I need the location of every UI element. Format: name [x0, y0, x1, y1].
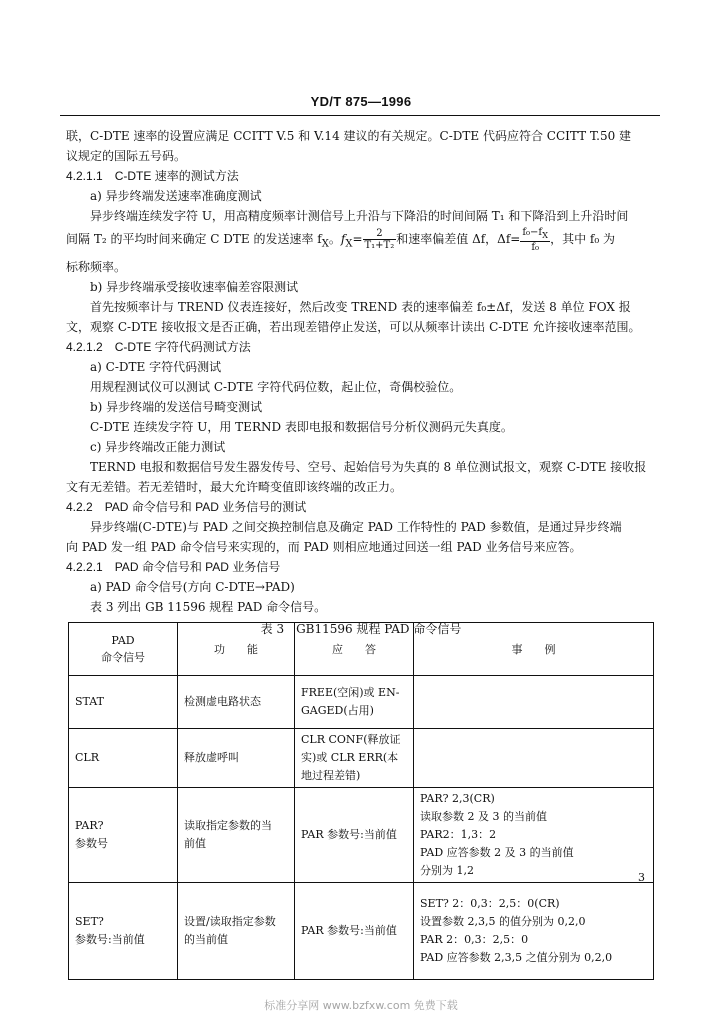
- paragraph-line: 文有无差错。若无差错时，最大允许畸变值即该终端的改正力。: [66, 480, 403, 495]
- cell-response: [295, 729, 414, 788]
- subheading-c: c) 异步终端改正能力测试: [90, 440, 226, 455]
- cell-line: 参数号:当前值: [75, 933, 145, 946]
- paragraph-line: 异步终端(C-DTE)与 PAD 之间交换控制信息及确定 PAD 工作特性的 PAD 参数值，是通过异步终端: [90, 520, 622, 535]
- paragraph-line: 议规定的国际五号码。: [66, 149, 187, 163]
- cell-example: [414, 729, 654, 788]
- cell-line: PAR?: [75, 819, 104, 832]
- table-header-row: [69, 623, 654, 676]
- cell-function: [178, 883, 295, 980]
- cell-function: [178, 788, 295, 883]
- cell-line: PAR2：1,3：2: [420, 828, 497, 841]
- section-heading-4-2-1-2: 4.2.1.2 C-DTE 字符代码测试方法: [66, 340, 251, 355]
- footer-watermark: 标准分享网 www.bzfxw.com 免费下载: [264, 999, 458, 1012]
- header-response: 应 答: [295, 623, 414, 676]
- cell-response: [295, 676, 414, 729]
- standard-code-header: YD/T 875—1996: [310, 94, 412, 109]
- cell-signal: [69, 676, 178, 729]
- cell-line: 检测虚电路状态: [184, 695, 261, 708]
- cell-line: PAR 参数号:当前值: [301, 924, 397, 937]
- paragraph-line: TERND 电报和数据信号发生器发传号、空号、起始信号为失真的 8 单位测试报文，观察 C-DTE 接收报: [90, 460, 647, 475]
- subheading-a: a) PAD 命令信号(方向 C-DTE→PAD): [90, 580, 295, 595]
- paragraph-line: C-DTE 连续发字符 U，用 TERND 表即电报和数据信号分析仪测码元失真度。: [90, 420, 513, 435]
- cell-example: [414, 676, 654, 729]
- paragraph-line: 用规程测试仪可以测试 C-DTE 字符代码位数，起止位，奇偶校验位。: [90, 380, 462, 395]
- table-row: [69, 883, 654, 980]
- section-heading-4-2-1-1: 4.2.1.1 C-DTE 速率的测试方法: [66, 169, 239, 183]
- pad-command-table: [68, 622, 654, 980]
- table-caption: 表 3 GB11596 规程 PAD 命令信号: [260, 622, 462, 637]
- rate-fraction: $\frac{2}{\text{T₁+T₂}}$: [364, 228, 395, 251]
- deviation-fraction: $\frac{f_0-f_X}{\text{f₀}}$: [522, 226, 549, 253]
- section-heading-4-2-2-1: 4.2.2.1 PAD 命令信号和 PAD 业务信号: [66, 560, 281, 575]
- paragraph-line: 首先按频率计与 TREND 仪表连接好，然后改变 TREND 表的速率偏差 f₀±Δf，发送 8 单位 FOX 报: [90, 300, 631, 315]
- section-heading-4-2-2: 4.2.2 PAD 命令信号和 PAD 业务信号的测试: [66, 500, 307, 515]
- cell-line: 读取指定参数的当: [184, 819, 272, 832]
- header-rule: [60, 115, 660, 116]
- cell-line: 前值: [184, 837, 206, 850]
- cell-line: 设置参数 2,3,5 的值分别为 0,2,0: [420, 915, 586, 928]
- cell-line: SET? 2：0,3：2,5：0(CR): [420, 897, 560, 910]
- paragraph-line: 标称频率。: [66, 260, 127, 275]
- cell-response: [295, 788, 414, 883]
- cell-line: CLR CONF(释放证: [301, 733, 401, 746]
- cell-signal: [69, 883, 178, 980]
- cell-line: GAGED(占用): [301, 704, 374, 717]
- page-number: 3: [638, 871, 645, 884]
- paragraph-line: 文，观察 C-DTE 接收报文是否正确，若出现差错停止发送，可以从频率计读出 C-DTE 允许接收速率范围。: [66, 320, 641, 335]
- subheading-b: b) 异步终端的发送信号畸变测试: [90, 400, 263, 415]
- cell-line: PAR 参数号:当前值: [301, 828, 397, 841]
- paragraph-line: 向 PAD 发一组 PAD 命令信号来实现的，而 PAD 则相应地通过回送一组 PAD 业务信号来应答。: [66, 540, 582, 555]
- subheading-b: b) 异步终端承受接收速率偏差容限测试: [90, 280, 299, 295]
- header-function: 功 能: [178, 623, 295, 676]
- paragraph-line: 联，C-DTE 速率的设置应满足 CCITT V.5 和 V.14 建议的有关规定。C-DTE 代码应符合 CCITT T.50 建: [66, 129, 632, 143]
- cell-line: PAR? 2,3(CR): [420, 792, 495, 805]
- subheading-a: a) C-DTE 字符代码测试: [90, 360, 222, 375]
- cell-line: PAD 应答参数 2 及 3 的当前值: [420, 846, 574, 859]
- cell-line: FREE(空闲)或 EN-: [301, 686, 400, 699]
- cell-line: 释放虚呼叫: [184, 751, 239, 764]
- paragraph-line: 异步终端连续发字符 U，用高精度频率计测信号上升沿与下降沿的时间间隔 T₁ 和下降沿到上升沿时间: [90, 209, 629, 223]
- header-signal: PAD 命令信号: [69, 623, 178, 676]
- cell-function: [178, 729, 295, 788]
- cell-line: CLR: [75, 751, 100, 764]
- cell-line: 参数号: [75, 837, 108, 850]
- paragraph-line: 表 3 列出 GB 11596 规程 PAD 命令信号。: [90, 600, 327, 615]
- cell-line: 实)或 CLR ERR(本: [301, 751, 399, 764]
- table-row: [69, 788, 654, 883]
- cell-line: 分别为 1,2: [420, 864, 474, 877]
- cell-example: [414, 788, 654, 883]
- cell-line: 地过程差错): [301, 769, 361, 782]
- subheading-a: a) 异步终端发送速率准确度测试: [90, 189, 262, 203]
- cell-function: [178, 676, 295, 729]
- cell-line: 的当前值: [184, 933, 228, 946]
- cell-example: [414, 883, 654, 980]
- cell-signal: [69, 729, 178, 788]
- table-row: [69, 676, 654, 729]
- cell-signal: [69, 788, 178, 883]
- cell-line: PAR 2：0,3：2,5：0: [420, 933, 529, 946]
- header-example: 事 例: [414, 623, 654, 676]
- table-row: [69, 729, 654, 788]
- cell-response: [295, 883, 414, 980]
- cell-line: PAD 应答参数 2,3,5 之值分别为 0,2,0: [420, 951, 613, 964]
- formula-line: 间隔 T₂ 的平均时间来确定 C DTE 的发送速率 $f_X$。$f_X=$ $\frac{2}{\text{T₁+T₂}}$ 和速率偏差值 Δf，Δf= $\frac{f_0-f_X}{\text{f₀}}$ ，其中 f₀ 为: [66, 226, 615, 253]
- cell-line: 设置/读取指定参数: [184, 915, 276, 928]
- cell-line: STAT: [75, 695, 104, 708]
- document-body: [66, 126, 656, 639]
- cell-line: SET?: [75, 915, 104, 928]
- cell-line: 读取参数 2 及 3 的当前值: [420, 810, 547, 823]
